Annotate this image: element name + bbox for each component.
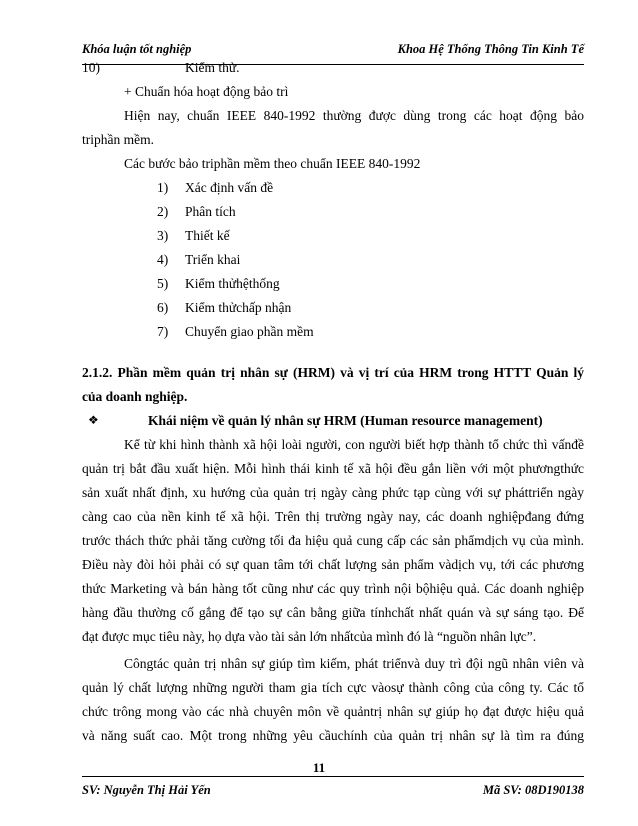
footer-student-name: SV: Nguyễn Thị Hải Yến [82, 783, 211, 797]
step-number: 2) [157, 204, 169, 219]
paragraph-line: đạt được mục tiêu này, họ dựa vào tài sản lớn nhấtcủa mình đó là “nguồn nhân lực”. [82, 629, 537, 644]
paragraph-line: quản lý chất lượng những người tham gia tích cực vàosự thành công của công ty. Các tổ [82, 680, 584, 695]
step-text: Thiết kế [185, 228, 230, 243]
paragraph-line: triphần mềm. [82, 132, 154, 147]
diamond-bullet-icon: ❖ [88, 413, 99, 427]
step-text: Xác định vấn đề [185, 180, 274, 195]
page-number: 11 [312, 760, 326, 775]
section-heading: 2.1.2. Phần mềm quản trị nhân sự (HRM) và vị trí của HRM trong HTTT Quản lý [82, 365, 584, 380]
paragraph-line: trước thách thức phải tăng cường tối đa hiệu quả cung cấp các sản phẩmdịch vụ của mình. [82, 533, 584, 548]
list-number: 10) [82, 60, 100, 75]
step-text: Triển khai [185, 252, 241, 267]
sub-heading: Khái niệm về quản lý nhân sự HRM (Human resource management) [148, 413, 543, 428]
step-number: 3) [157, 228, 169, 243]
step-text: Chuyển giao phần mềm [185, 324, 314, 339]
step-text: Phân tích [185, 204, 236, 219]
paragraph-line: Côngtác quản trị nhân sự giúp tìm kiếm, phát triểnvà duy trì đội ngũ nhân viên và [124, 656, 584, 671]
paragraph-line: hàng đầu thường cố gắng để tạo sự cân bằng giữa tínhchất nhất quán và sự sáng tạo. Để [82, 605, 584, 620]
paragraph-line: Các bước bảo triphần mềm theo chuẩn IEEE 840-1992 [124, 156, 421, 171]
paragraph-line: và năng suất cao. Một trong những yêu cầuchính của quản trị nhân sự là tìm ra đúng [82, 728, 584, 743]
step-text: Kiểm thửhệthống [185, 276, 280, 291]
step-number: 4) [157, 252, 169, 267]
page-header [82, 42, 584, 65]
step-number: 5) [157, 276, 169, 291]
list-text: Kiểm thử. [185, 60, 240, 75]
step-number: 7) [157, 324, 169, 339]
step-number: 1) [157, 180, 169, 195]
footer-student-id: Mã SV: 08D190138 [482, 783, 584, 797]
paragraph-line: thức Marketing và bán hàng tốt cũng như các quy trình nội bộhiệu quả. Các doanh nghiệp [82, 581, 584, 596]
paragraph-line: Kể từ khi hình thành xã hội loài người, con người biết hợp thành tổ chức thì vấnđề [124, 437, 584, 452]
step-text: Kiểm thửchấp nhận [185, 300, 292, 315]
header-title: Khóa luận tốt nghiệp [82, 42, 192, 56]
paragraph-line: chức trông mong vào các nhà chuyên môn về quảntrị nhân sự giúp họ đạt được hiệu quả [82, 704, 584, 719]
page-footer [82, 776, 584, 799]
paragraph-line: Hiện nay, chuẩn IEEE 840-1992 thường được dùng trong các hoạt động bảo [124, 108, 584, 123]
step-number: 6) [157, 300, 169, 315]
paragraph-line: Điều này đòi hỏi phải có sự quan tâm tới chất lượng sản phẩm vàdịch vụ, tới các phương [82, 557, 584, 572]
paragraph-line: + Chuẩn hóa hoạt động bảo trì [124, 84, 289, 99]
header-faculty: Khoa Hệ Thống Thông Tin Kinh Tế [397, 42, 584, 56]
paragraph-line: sản xuất nhất định, xu hướng của quản trị ngày càng phức tạp cùng với sự pháttriển ngày [82, 485, 584, 500]
paragraph-line: quản trị bắt đầu xuất hiện. Mỗi hình thái kinh tế xã hội đều gắn liền với một phươngthức [82, 461, 584, 476]
paragraph-line: càng cao của nền kinh tế xã hội. Trên thị trường ngày nay, các doanh nghiệpđang đứng [82, 509, 584, 524]
section-heading-cont: của doanh nghiệp. [82, 389, 188, 404]
